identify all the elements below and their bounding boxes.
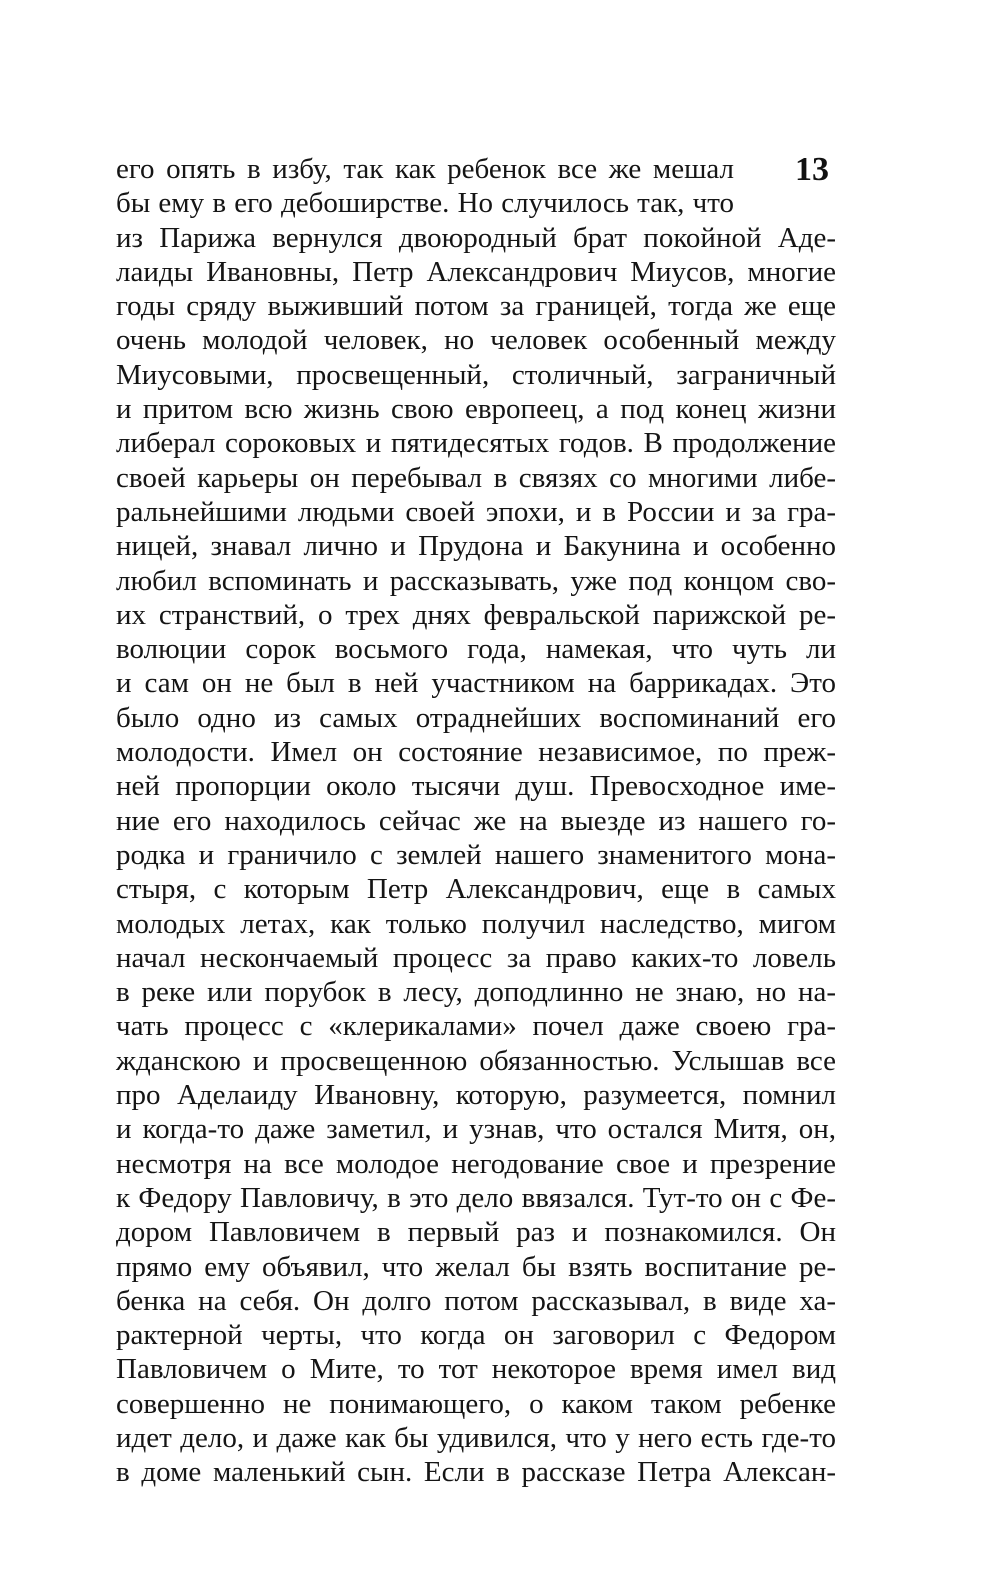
text-line: дором Павловичем в первый раз и познакомился. Он bbox=[116, 1216, 836, 1249]
text-line: из Парижа вернулся двоюродный брат покойной Аде- bbox=[116, 221, 836, 254]
text-line: в доме маленький сын. Если в рассказе Петра Алексан- bbox=[116, 1456, 836, 1489]
text-line: очень молодой человек, но человек особенный между bbox=[116, 324, 836, 357]
text-line: ней пропорции около тысячи душ. Превосходное име- bbox=[116, 770, 836, 803]
text-line: ральнейшими людьми своей эпохи, и в России и за гра- bbox=[116, 495, 836, 528]
text-line: годы сряду выживший потом за границей, тогда же еще bbox=[116, 290, 836, 323]
text-line: волюции сорок восьмого года, намекая, что чуть ли bbox=[116, 633, 836, 666]
text-line: бы ему в его дебоширстве. Но случилось так, что bbox=[116, 187, 734, 220]
text-line: бенка на себя. Он долго потом рассказывал, в виде ха- bbox=[116, 1284, 836, 1317]
text-line: совершенно не понимающего, о каком таком ребенке bbox=[116, 1387, 836, 1420]
text-line: либерал сороковых и пятидесятых годов. В продолжение bbox=[116, 427, 836, 460]
text-line: Павловичем о Мите, то тот некоторое время имел вид bbox=[116, 1353, 836, 1386]
text-line: его опять в избу, так как ребенок все же мешал bbox=[116, 153, 734, 185]
text-line: в реке или порубок в лесу, доподлинно не знаю, но на- bbox=[116, 976, 836, 1009]
text-line: любил вспоминать и рассказывать, уже под концом сво- bbox=[116, 564, 836, 597]
text-line: несмотря на все молодое негодование свое и презрение bbox=[116, 1147, 836, 1180]
text-line: жданскою и просвещенною обязанностью. Услышав все bbox=[116, 1044, 836, 1077]
text-line: прямо ему объявил, что желал бы взять воспитание ре- bbox=[116, 1250, 836, 1283]
text-line: было одно из самых отраднейших воспоминаний его bbox=[116, 701, 836, 734]
page-number: 13 bbox=[795, 151, 829, 188]
text-line: родка и граничило с землей нашего знаменитого мона- bbox=[116, 838, 836, 871]
text-line: идет дело, и даже как бы удивился, что у него есть где-то bbox=[116, 1421, 836, 1454]
text-line: про Аделаиду Ивановну, которую, разумеется, помнил bbox=[116, 1079, 836, 1112]
text-line: ницей, знавал лично и Прудона и Бакунина и особенно bbox=[116, 530, 836, 563]
text-line: лаиды Ивановны, Петр Александрович Миусов, многие bbox=[116, 255, 836, 288]
text-line: своей карьеры он перебывал в связях со многими либе- bbox=[116, 461, 836, 494]
text-line: рактерной черты, что когда он заговорил с Федором bbox=[116, 1319, 836, 1352]
text-line: молодости. Имел он состояние независимое, по преж- bbox=[116, 736, 836, 769]
text-line: их странствий, о трех днях февральской парижской ре- bbox=[116, 598, 836, 631]
text-line: ние его находилось сейчас же на выезде из нашего го- bbox=[116, 804, 836, 837]
text-line: чать процесс с «клерикалами» почел даже своею гра- bbox=[116, 1010, 836, 1043]
text-line: стыря, с которым Петр Александрович, еще в самых bbox=[116, 873, 836, 906]
text-line: Миусовыми, просвещенный, столичный, заграничный bbox=[116, 358, 836, 391]
text-line: и притом всю жизнь свою европеец, а под конец жизни bbox=[116, 393, 836, 426]
body-text bbox=[116, 152, 836, 1490]
text-line: к Федору Павловичу, в это дело ввязался. Тут-то он с Фе- bbox=[116, 1181, 836, 1214]
text-line: начал нескончаемый процесс за право каких-то ловель bbox=[116, 941, 836, 974]
text-line: молодых летах, как только получил наследство, мигом bbox=[116, 907, 836, 940]
text-line: и когда-то даже заметил, и узнав, что остался Митя, он, bbox=[116, 1113, 836, 1146]
text-line: и сам он не был в ней участником на баррикадах. Это bbox=[116, 667, 836, 700]
